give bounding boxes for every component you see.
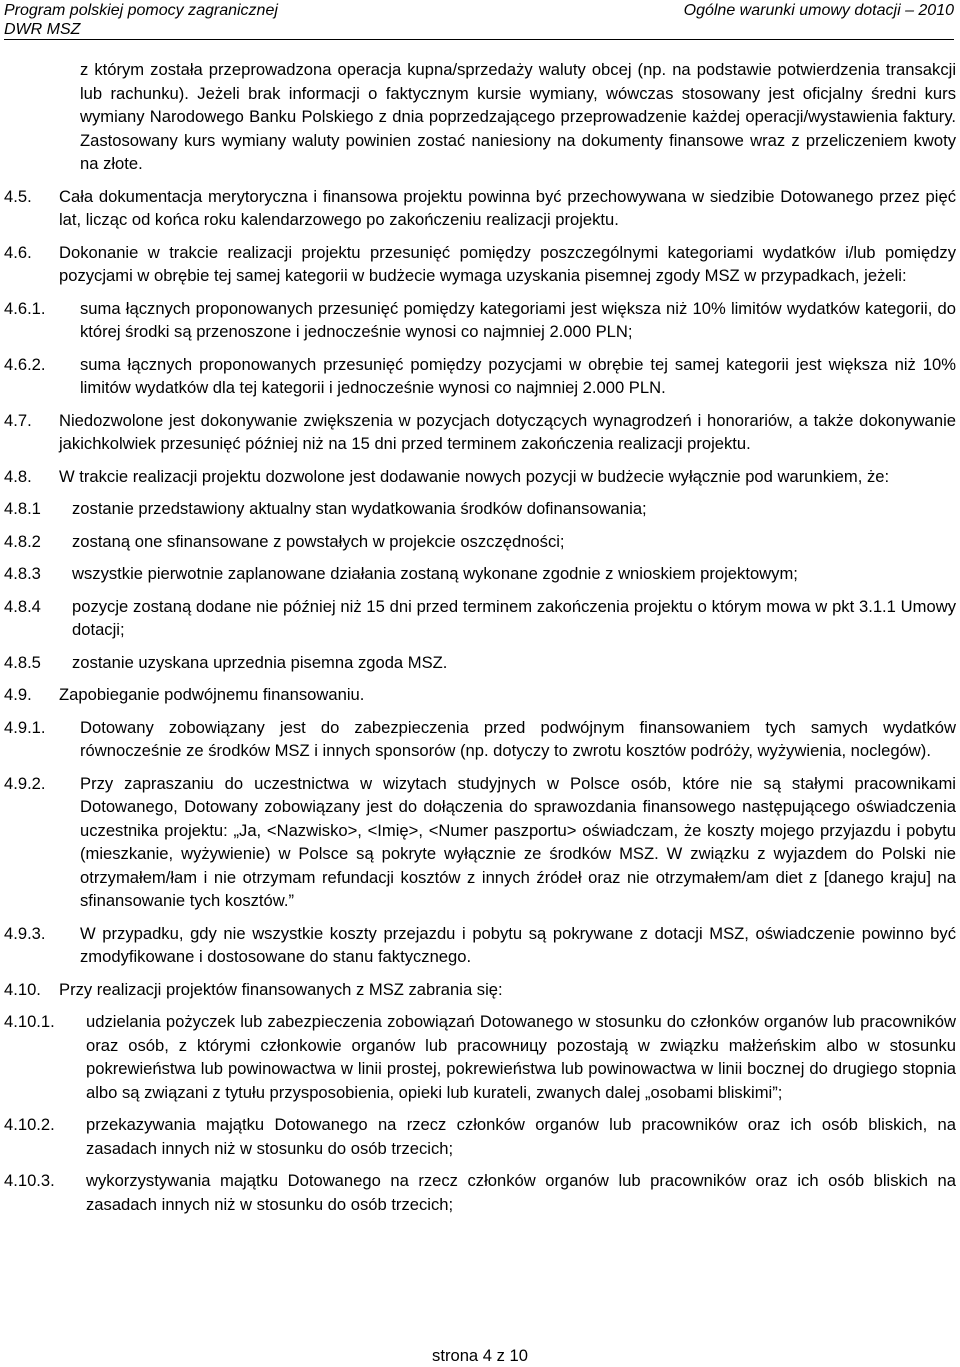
section-text: udzielania pożyczek lub zabezpieczenia zobowiązań Dotowanego w stosunku do członków organów lub pracowników oraz osób, z którymi członkowie organów lub pracowницy pozostają w związku małżeńskim albo w stosunku pokrewieństwa lub powinowactwa w linii prostej, pokrewieństwa lub powinowactwa w linii bocznej do drugiego stopnia albo są związani z tytułu przysposobienia, opieki lub kurateli, zwanych dalej „osobami bliskimi”; <box>86 1012 956 1102</box>
section-text: przekazywania majątku Dotowanego na rzecz członków organów lub pracowników oraz ich osób bliskich, na zasadach innych niż w stosunku do osób trzecich; <box>86 1115 956 1158</box>
section-number: 4.10.1. <box>4 1012 55 1031</box>
paragraph-4-8 <box>4 465 956 489</box>
paragraph-4-10 <box>4 978 956 1002</box>
section-text: zostanie przedstawiony aktualny stan wydatkowania środków dofinansowania; <box>72 499 647 518</box>
header-program: Program polskiej pomocy zagranicznej <box>4 2 278 19</box>
section-text: W trakcie realizacji projektu dozwolone jest dodawanie nowych pozycji w budżecie wyłącznie pod warunkiem, że: <box>59 466 890 486</box>
paragraph-4-10-2 <box>4 1113 956 1160</box>
header-document-title: Ogólne warunki umowy dotacji – 2010 <box>683 2 954 19</box>
section-number: 4.8. <box>4 466 32 486</box>
paragraph-4-8-2 <box>4 530 956 554</box>
section-text: Cała dokumentacja merytoryczna i finansowa projektu powinna być przechowywana w siedzibie Dotowanego przez pięć lat, licząc od końca roku kalendarzowego po zakończeniu realizacji projektu. <box>59 186 956 229</box>
section-text: suma łącznych proponowanych przesunięć pomiędzy kategoriami jest większa niż 10% limitów wydatków kategorii, do której środki są przenoszone i jednocześnie wynosi co najmniej 2.000 PLN; <box>80 298 956 341</box>
paragraph-4-10-1 <box>4 1010 956 1104</box>
paragraph-4-6 <box>4 241 956 288</box>
page-header <box>4 1 954 40</box>
section-number: 4.6.1. <box>4 298 46 318</box>
paragraph-4-8-3 <box>4 562 956 586</box>
section-text: Przy realizacji projektów finansowanych z MSZ zabrania się: <box>59 979 503 999</box>
section-text: wszystkie pierwotnie zaplanowane działania zostaną wykonane zgodnie z wnioskiem projektowym; <box>72 564 798 583</box>
paragraph-4-8-5 <box>4 651 956 675</box>
paragraph-4-9-2 <box>4 772 956 913</box>
section-text: Dotowany zobowiązany jest do zabezpieczenia przed podwójnym finansowaniem tych samych wydatków równocześnie ze środków MSZ i innych sponsorów (np. dotyczy to zwrotu kosztów podróży, wyżywienia, noclegów). <box>80 717 956 760</box>
section-number: 4.9.1. <box>4 717 46 737</box>
section-number: 4.10. <box>4 979 41 999</box>
section-text: suma łącznych proponowanych przesunięć pomiędzy pozycjami w obrębie tej samej kategorii jest większa niż 10% limitów wydatków dla tej kategorii i jednocześnie wynosi co najmniej 2.000 PLN. <box>80 354 956 397</box>
section-number: 4.8.1 <box>4 499 41 518</box>
section-number: 4.10.3. <box>4 1171 55 1190</box>
paragraph-4-6-1 <box>4 297 956 344</box>
section-text: pozycje zostaną dodane nie później niż 15 dni przed terminem zakończenia projektu o którym mowa w pkt 3.1.1 Umowy dotacji; <box>72 596 956 639</box>
section-number: 4.9.2. <box>4 773 46 793</box>
header-department: DWR MSZ <box>4 21 81 38</box>
paragraph-4-10-3 <box>4 1169 956 1216</box>
section-text: Przy zapraszaniu do uczestnictwa w wizytach studyjnych w Polsce osób, które nie są stałymi pracownikami Dotowanego, Dotowany zobowiązany jest do dołączenia do sprawozdania finansowego następującego oświadczenia uczestnika projektu: „Ja, <Nazwisko>, <Imię>, <Numer paszportu> oświadczam, że koszty mojego przyjazdu i pobytu (mieszkanie, wyżywienie) w Polsce są pokryte wyłącznie ze środków MSZ. W związku z wyjazdem do Polski nie otrzymałem/łam i nie otrzymam refundacji kosztów z innych źródeł oraz nie otrzymałem/am diet z [danego kraju] na sfinansowanie tych kosztów.” <box>80 773 956 910</box>
paragraph-4-5 <box>4 185 956 232</box>
section-number: 4.8.3 <box>4 564 41 583</box>
section-text: zostanie uzyskana uprzednia pisemna zgoda MSZ. <box>72 652 448 672</box>
paragraph-4-6-2 <box>4 353 956 400</box>
section-number: 4.8.4 <box>4 596 41 616</box>
paragraph-4-9-3 <box>4 922 956 969</box>
paragraph-4-9-1 <box>4 716 956 763</box>
section-number: 4.7. <box>4 410 32 430</box>
page-number: strona 4 z 10 <box>432 1346 528 1365</box>
section-number: 4.6. <box>4 242 32 262</box>
section-text: zostaną one sfinansowane z powstałych w projekcie oszczędności; <box>72 531 565 551</box>
paragraph-continuation: z którym została przeprowadzona operacja kupna/sprzedaży waluty obcej (np. na podstawie potwierdzenia transakcji lub rachunku). Jeżeli brak informacji o faktycznym kursie wymiany, wówczas stosowany jest oficjalny średni kurs wymiany Narodowego Banku Polskiego z dnia poprzedzającego przeprowadzenie każdej operacji/wystawienia faktury. Zastosowany kurs wymiany waluty powinien zostać naniesiony na dokumenty finansowe wraz z przeliczeniem kwoty na złote. <box>80 60 956 173</box>
paragraph-4-8-1 <box>4 497 956 521</box>
section-text: wykorzystywania majątku Dotowanego na rzecz członków organów lub pracowników oraz ich osób bliskich na zasadach innych niż w stosunku do osób trzecich; <box>86 1171 956 1214</box>
section-number: 4.8.2 <box>4 531 41 551</box>
section-text: Zapobieganie podwójnemu finansowaniu. <box>59 685 365 704</box>
section-text: Niedozwolone jest dokonywanie zwiększenia w pozycjach dotyczących wynagrodzeń i honorariów, a także dokonywanie jakichkolwiek przesunięć później niż na 15 dni przed terminem zakończenia realizacji projektu. <box>59 410 956 453</box>
section-number: 4.10.2. <box>4 1115 55 1134</box>
section-number: 4.9. <box>4 685 32 704</box>
section-number: 4.6.2. <box>4 354 46 374</box>
section-text: Dokonanie w trakcie realizacji projektu przesunięć pomiędzy poszczególnymi kategoriami wydatków i/lub pomiędzy pozycjami w obrębie tej samej kategorii w budżecie wymaga uzyskania pisemnej zgody MSZ w przypadkach, jeżeli: <box>59 242 956 285</box>
header-left <box>4 1 278 39</box>
paragraph-4-7 <box>4 409 956 456</box>
paragraph-4-9 <box>4 683 956 707</box>
document-body <box>4 58 956 1225</box>
section-number: 4.9.3. <box>4 923 46 943</box>
section-number: 4.8.5 <box>4 652 41 672</box>
paragraph-4-8-4 <box>4 595 956 642</box>
section-text: W przypadku, gdy nie wszystkie koszty przejazdu i pobytu są pokrywane z dotacji MSZ, oświadczenie powinno być zmodyfikowane i dostosowane do stanu faktycznego. <box>80 923 956 966</box>
section-number: 4.5. <box>4 186 32 206</box>
